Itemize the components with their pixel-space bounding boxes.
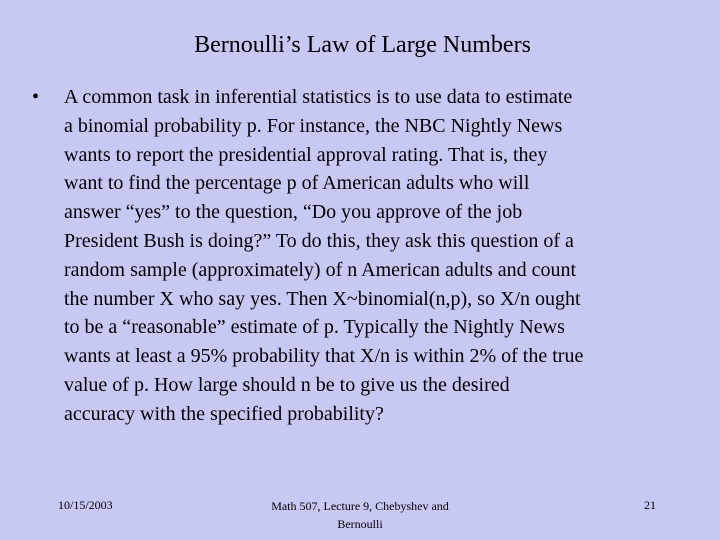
page-number: 21 <box>644 498 656 512</box>
footer-course-line: Bernoulli <box>337 517 383 531</box>
bullet-line: the number X who say yes. Then X~binomial(n,p), so X/n ought <box>64 287 581 310</box>
bullet-line: A common task in inferential statistics is to use data to estimate <box>64 86 573 108</box>
footer-course-line: Math 507, Lecture 9, Chebyshev and <box>271 499 449 513</box>
bullet-line: random sample (approximately) of n American adults and count <box>64 258 577 281</box>
bullet-line: want to find the percentage p of American adults who will <box>64 172 530 195</box>
bullet-line: a binomial probability p. For instance, the NBC Nightly News <box>64 114 563 137</box>
footer-date: 10/15/2003 <box>58 498 113 512</box>
bullet-line: to be a “reasonable” estimate of p. Typically the Nightly News <box>64 316 565 339</box>
bullet-line: answer “yes” to the question, “Do you approve of the job <box>64 201 523 224</box>
bullet-text <box>64 83 704 429</box>
bullet-line: wants at least a 95% probability that X/n is within 2% of the true <box>64 345 584 368</box>
bullet-line: accuracy with the specified probability? <box>64 402 384 425</box>
slide-title: Bernoulli’s Law of Large Numbers <box>194 32 531 58</box>
bullet-marker: • <box>32 86 40 108</box>
footer-course <box>240 497 480 533</box>
bullet-line: President Bush is doing?” To do this, they ask this question of a <box>64 229 574 252</box>
bullet-line: value of p. How large should n be to give us the desired <box>64 373 510 396</box>
bullet-line: wants to report the presidential approval rating. That is, they <box>64 143 548 166</box>
